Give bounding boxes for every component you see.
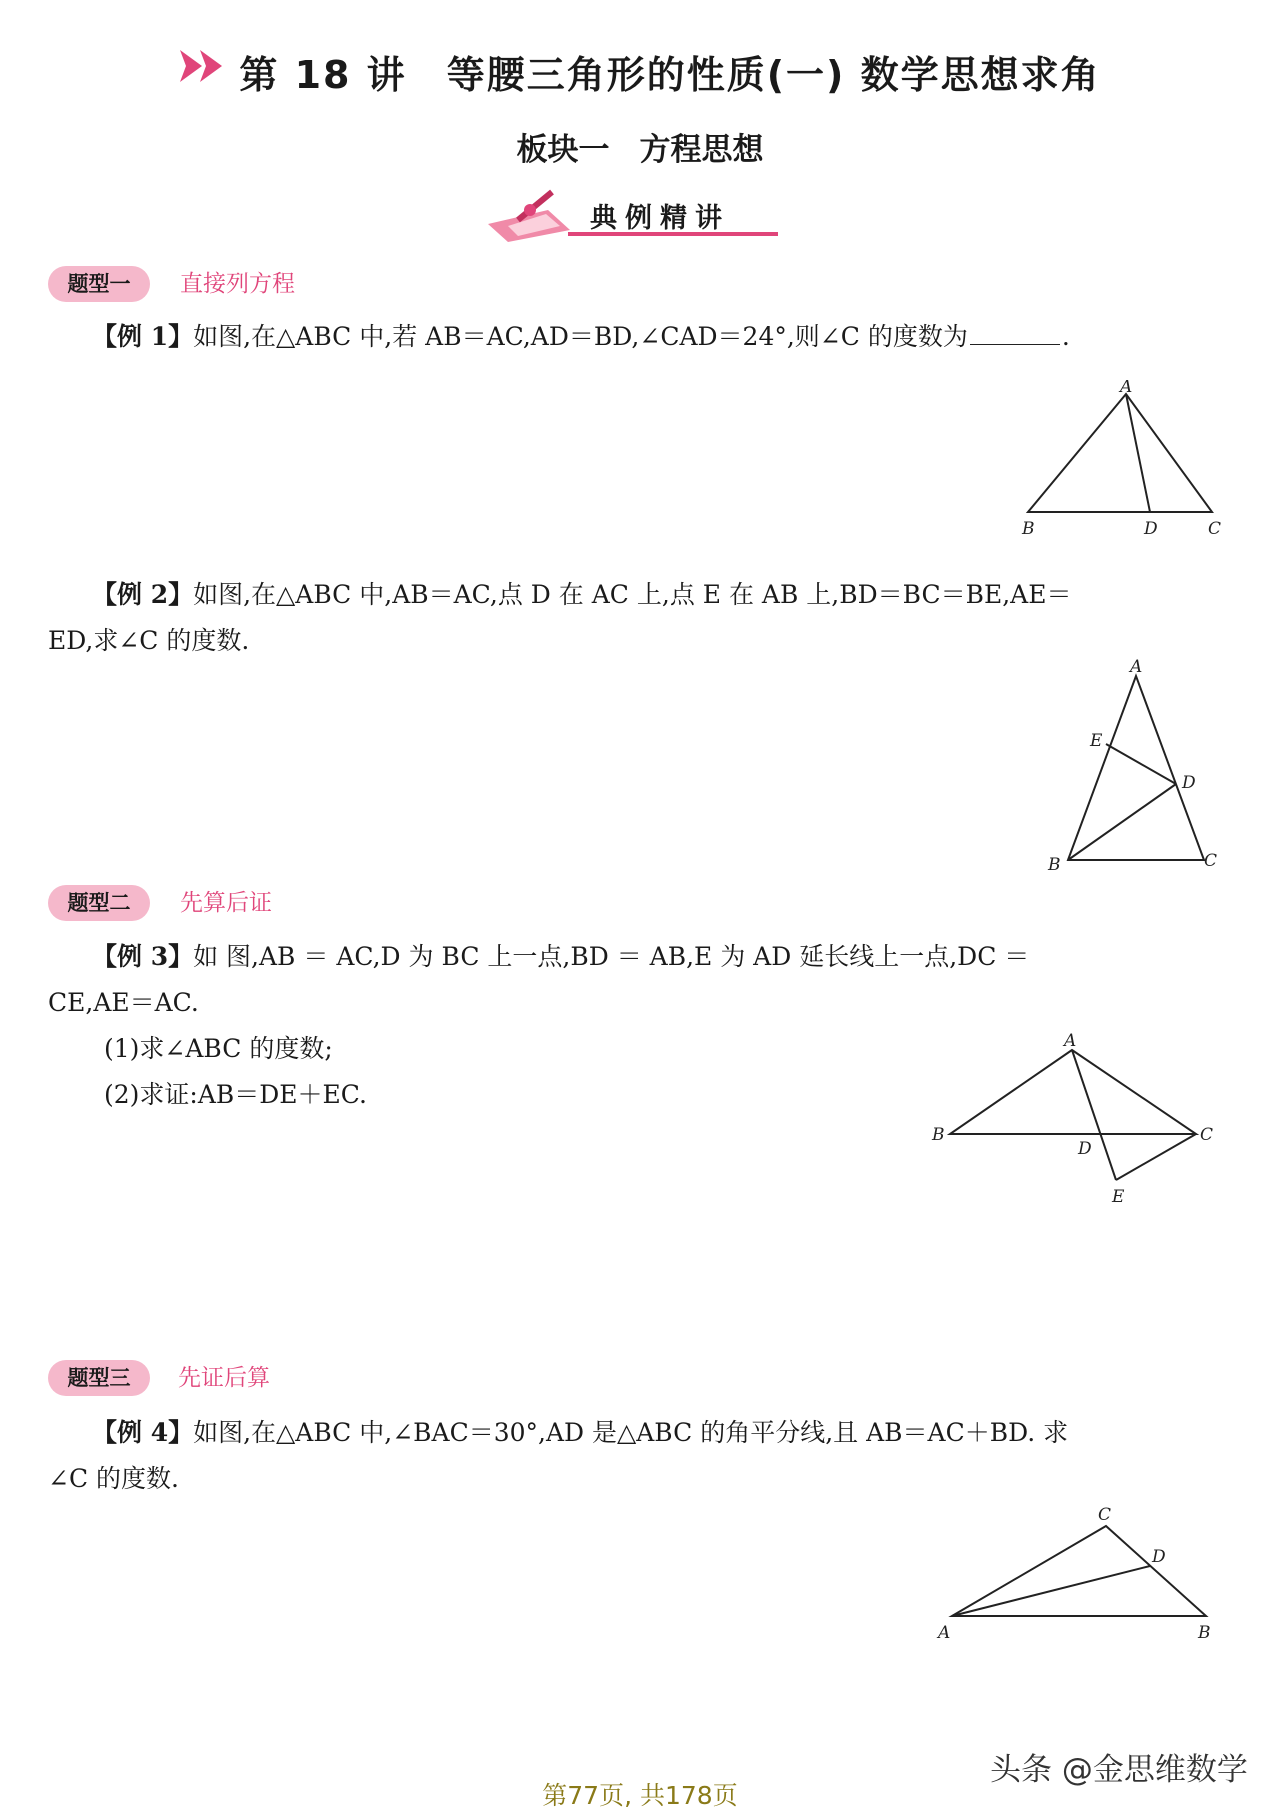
label-e: E <box>1112 1187 1125 1207</box>
label-d: D <box>1182 773 1196 793</box>
label-a: A <box>1130 657 1143 677</box>
figure-4 <box>930 1500 1230 1650</box>
page-counter: 第77页, 共178页 <box>542 1781 738 1810</box>
label-b: B <box>932 1125 945 1145</box>
label-b: B <box>1048 855 1061 874</box>
type-badge-2: 题型二 <box>48 885 150 921</box>
lecture-number: 第 18 讲 <box>239 53 407 97</box>
lecture-title: 等腰三角形的性质(一) 数学思想求角 <box>446 53 1101 97</box>
segment-ae <box>1072 1050 1116 1180</box>
example-1-line1: 如图,在△ABC 中,若 AB＝AC,AD＝BD,∠CAD＝24°,则∠C 的度数为 <box>193 322 968 351</box>
label-b: B <box>1022 519 1035 539</box>
triangle-abc <box>1028 394 1212 512</box>
label-a: A <box>938 1623 951 1643</box>
label-d: D <box>1078 1139 1092 1159</box>
segment-ce <box>1116 1134 1196 1180</box>
example-3-line1 <box>92 940 1029 974</box>
example-2-line2: ED,求∠C 的度数. <box>48 626 250 655</box>
page-title <box>0 44 1280 99</box>
example-2-tag: 【例 2】 <box>92 580 194 609</box>
triangle-abc <box>1068 676 1204 860</box>
segment-ed <box>1106 744 1176 784</box>
example-3-q1: (1)求∠ABC 的度数; <box>104 1034 333 1063</box>
example-2-line1 <box>92 578 1071 612</box>
segment-ad <box>952 1566 1150 1616</box>
type-badge-3: 题型三 <box>48 1360 150 1396</box>
example-1-tag: 【例 1】 <box>92 322 194 351</box>
type-badge-1: 题型一 <box>48 266 150 302</box>
triangle-abc <box>952 1526 1206 1616</box>
type-label-1: 直接列方程 <box>180 271 295 297</box>
banner-title: 典例精讲 <box>590 203 730 234</box>
triangle-abc <box>950 1050 1196 1134</box>
example-4-line1 <box>92 1416 1068 1450</box>
label-a: A <box>1064 1031 1077 1051</box>
label-c: C <box>1208 519 1222 539</box>
example-3-line2: CE,AE＝AC. <box>48 988 199 1017</box>
label-c: C <box>1098 1505 1112 1525</box>
example-4-line2: ∠C 的度数. <box>48 1464 179 1493</box>
figure-3 <box>930 1030 1230 1210</box>
figure-1 <box>1010 380 1240 540</box>
section-name: 板块一 <box>516 132 610 168</box>
segment-bd <box>1068 784 1176 860</box>
figure-2 <box>1040 650 1230 874</box>
label-c: C <box>1200 1125 1214 1145</box>
example-3-q2: (2)求证:AB＝DE＋EC. <box>104 1080 367 1109</box>
answer-blank <box>970 322 1060 345</box>
example-3-tag: 【例 3】 <box>92 942 194 971</box>
label-a: A <box>1120 380 1133 397</box>
example-2-text: 如图,在△ABC 中,AB＝AC,点 D 在 AC 上,点 E 在 AB 上,BD＝BC＝BE,AE＝ <box>193 580 1072 609</box>
label-e: E <box>1090 731 1103 751</box>
label-c: C <box>1204 851 1218 871</box>
watermark: 头条 @金思维数学 <box>990 1752 1248 1788</box>
example-1-end: . <box>1061 322 1070 351</box>
label-d: D <box>1144 519 1158 539</box>
example-3-text: 如 图,AB ＝ AC,D 为 BC 上一点,BD ＝ AB,E 为 AD 延长线上一点,DC ＝ <box>193 942 1030 971</box>
example-4-tag: 【例 4】 <box>92 1418 194 1447</box>
label-b: B <box>1198 1623 1211 1643</box>
type-label-3: 先证后算 <box>178 1365 270 1391</box>
section-heading <box>0 124 1280 169</box>
section-topic: 方程思想 <box>639 132 764 168</box>
type-label-2: 先算后证 <box>180 890 272 916</box>
example-1-text <box>92 320 1070 354</box>
label-d: D <box>1152 1547 1166 1567</box>
example-4-text: 如图,在△ABC 中,∠BAC＝30°,AD 是△ABC 的角平分线,且 AB＝AC＋BD. 求 <box>193 1418 1069 1447</box>
